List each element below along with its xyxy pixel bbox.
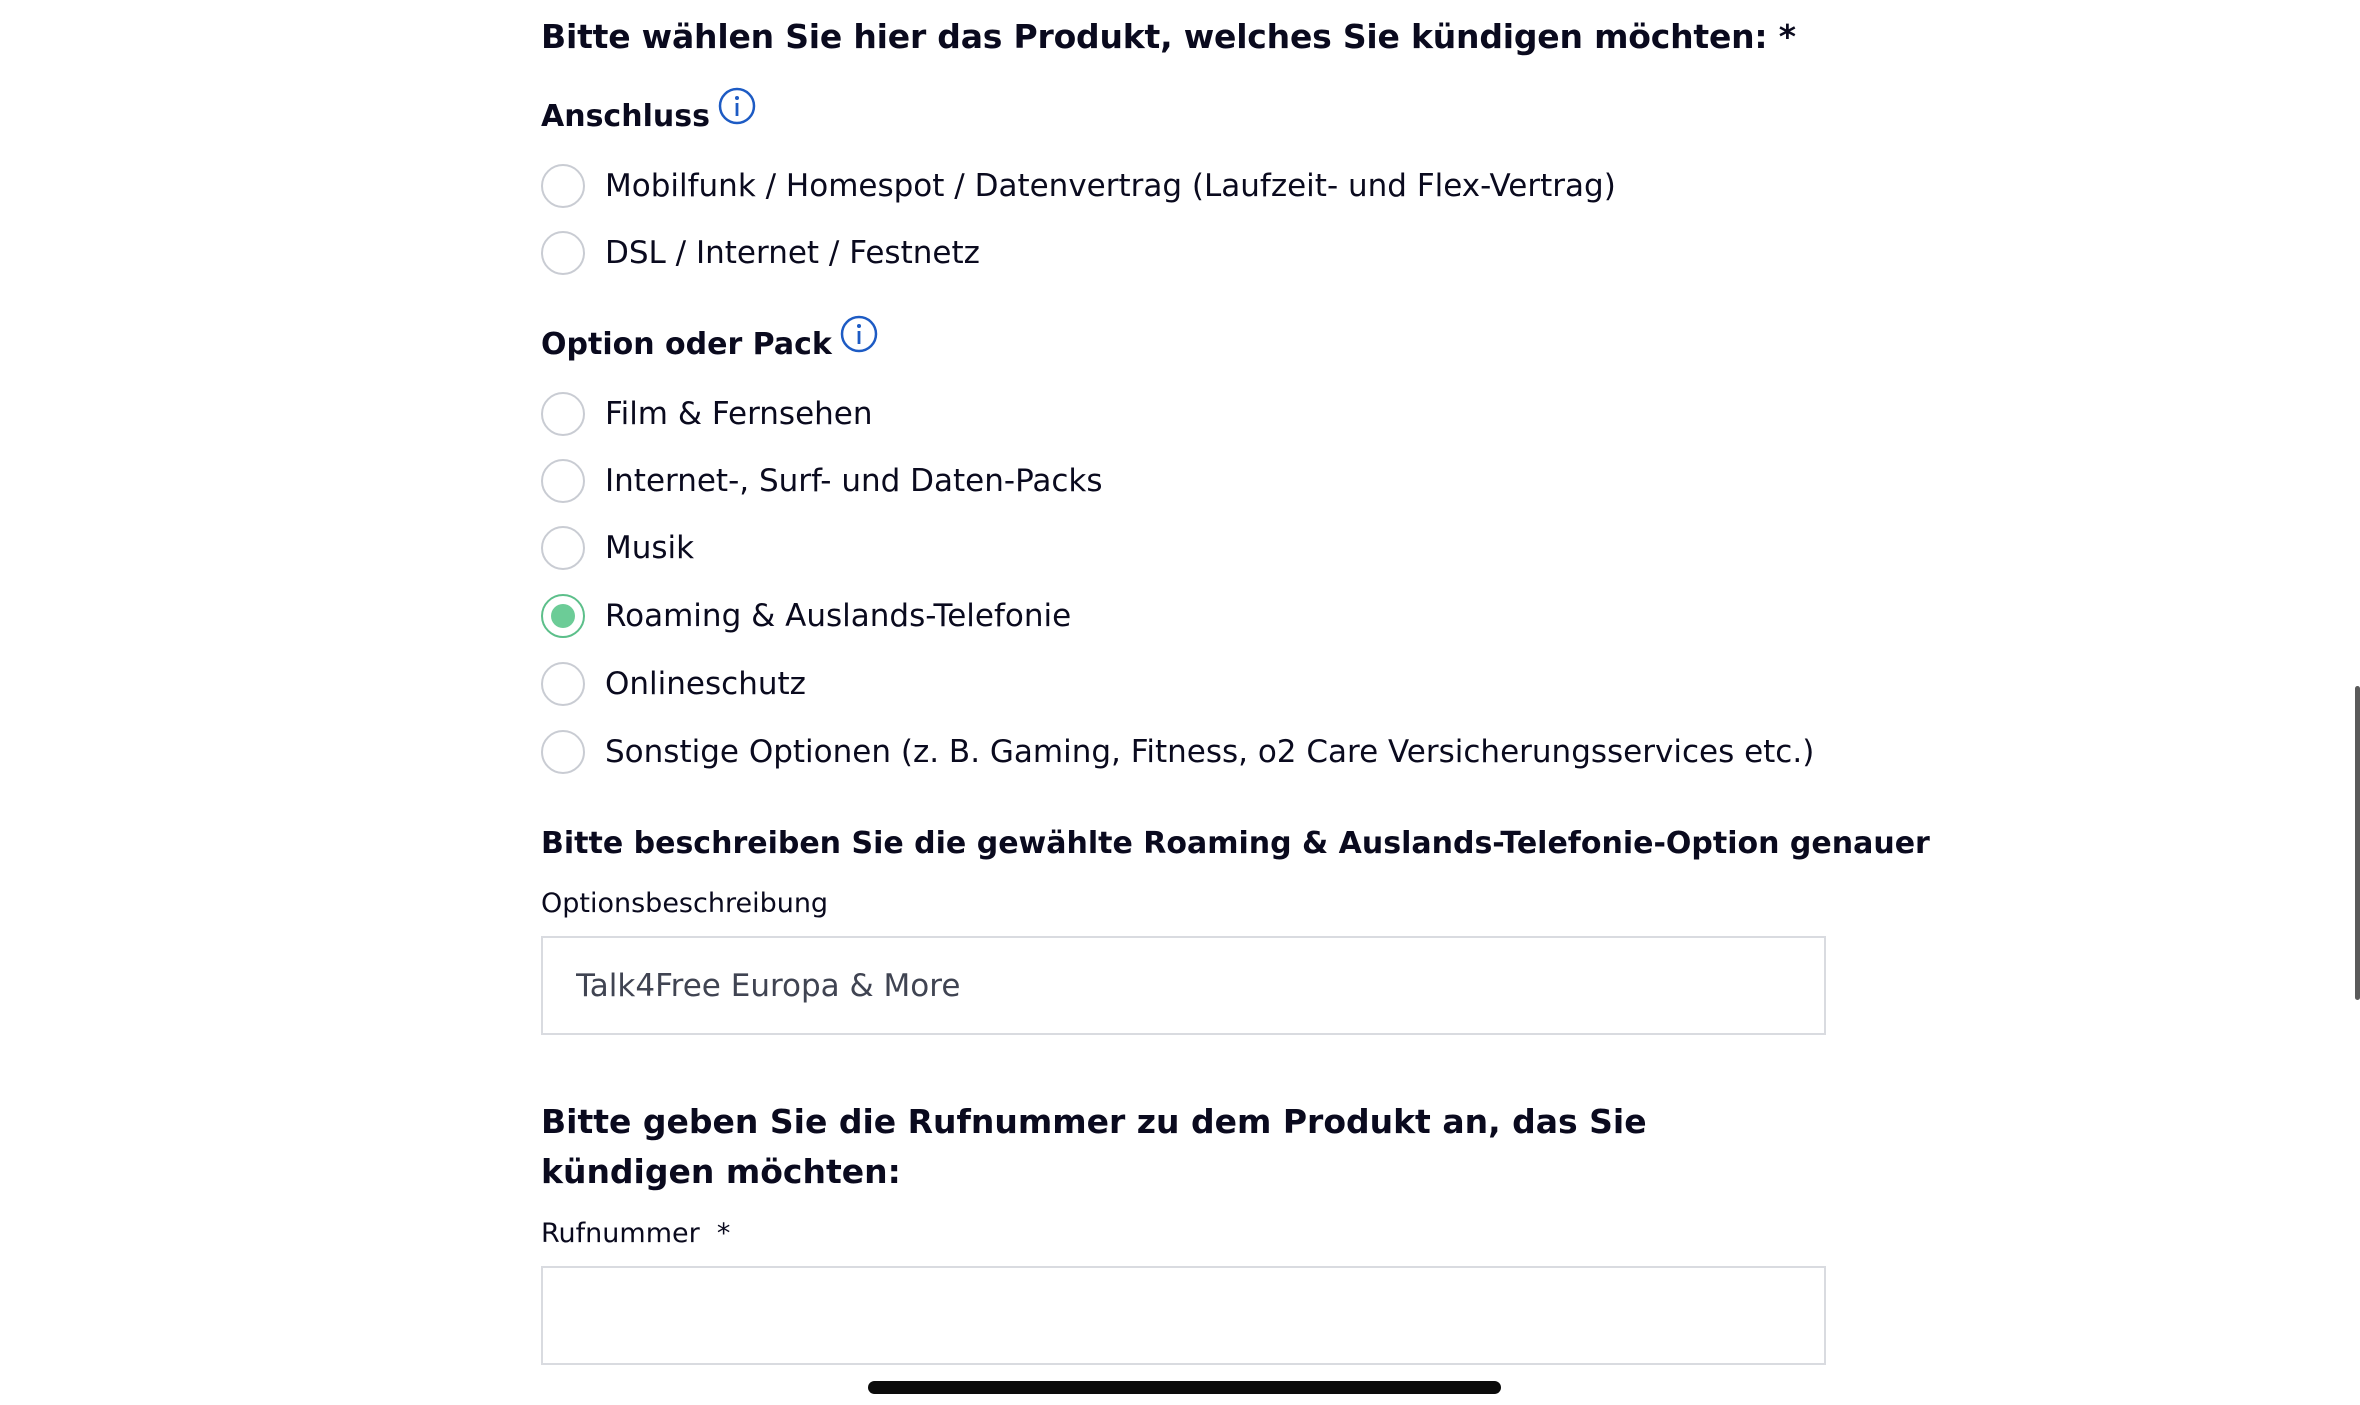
radio-label: DSL / Internet / Festnetz <box>605 235 980 271</box>
radio-label: Film & Fernsehen <box>605 396 873 432</box>
radio-label: Onlineschutz <box>605 666 806 702</box>
phone-number-label: Rufnummer * <box>541 1218 731 1249</box>
phone-number-field[interactable] <box>541 1266 1826 1365</box>
radio-button[interactable] <box>541 164 585 208</box>
radio-label: Sonstige Optionen (z. B. Gaming, Fitness, o2 Care Versicherungsservices etc.) <box>605 734 1815 770</box>
radio-option-sonstige[interactable] <box>541 727 1814 777</box>
radio-button[interactable] <box>541 231 585 275</box>
radio-button-selected[interactable] <box>541 594 585 638</box>
group-label-text: Anschluss <box>541 99 710 134</box>
radio-label: Internet-, Surf- und Daten-Packs <box>605 463 1103 499</box>
radio-dot <box>551 604 575 628</box>
group-label-option-pack <box>541 315 878 365</box>
radio-button[interactable] <box>541 662 585 706</box>
radio-option-dsl[interactable] <box>541 228 980 278</box>
product-selection-title: Bitte wählen Sie hier das Produkt, welches Sie kündigen möchten: * <box>541 17 1796 56</box>
radio-option-film-fernsehen[interactable] <box>541 389 873 439</box>
phone-number-input[interactable] <box>576 1298 1791 1334</box>
info-circle-icon[interactable] <box>840 315 878 353</box>
radio-option-roaming[interactable] <box>541 591 1071 641</box>
radio-label: Mobilfunk / Homespot / Datenvertrag (Laufzeit- und Flex-Vertrag) <box>605 168 1616 204</box>
radio-button[interactable] <box>541 730 585 774</box>
info-circle-icon[interactable] <box>718 87 756 125</box>
option-description-heading: Bitte beschreiben Sie die gewählte Roaming & Auslands-Telefonie-Option genauer <box>541 826 1930 861</box>
radio-label: Musik <box>605 530 695 566</box>
vertical-scrollbar[interactable] <box>2355 686 2360 1000</box>
option-description-label: Optionsbeschreibung <box>541 888 829 919</box>
radio-label: Roaming & Auslands-Telefonie <box>605 598 1072 634</box>
radio-button[interactable] <box>541 392 585 436</box>
phone-number-heading: Bitte geben Sie die Rufnummer zu dem Produkt an, das Sie kündigen möchten: <box>541 1102 1647 1191</box>
radio-option-daten-packs[interactable] <box>541 456 1103 506</box>
radio-option-musik[interactable] <box>541 523 694 573</box>
radio-option-onlineschutz[interactable] <box>541 659 806 709</box>
radio-option-mobilfunk[interactable] <box>541 161 1616 211</box>
radio-button[interactable] <box>541 459 585 503</box>
option-description-field[interactable] <box>541 936 1826 1035</box>
home-indicator[interactable] <box>868 1381 1501 1394</box>
group-label-text: Option oder Pack <box>541 327 832 362</box>
group-label-anschluss <box>541 87 756 137</box>
option-description-input[interactable] <box>576 968 1791 1004</box>
radio-button[interactable] <box>541 526 585 570</box>
